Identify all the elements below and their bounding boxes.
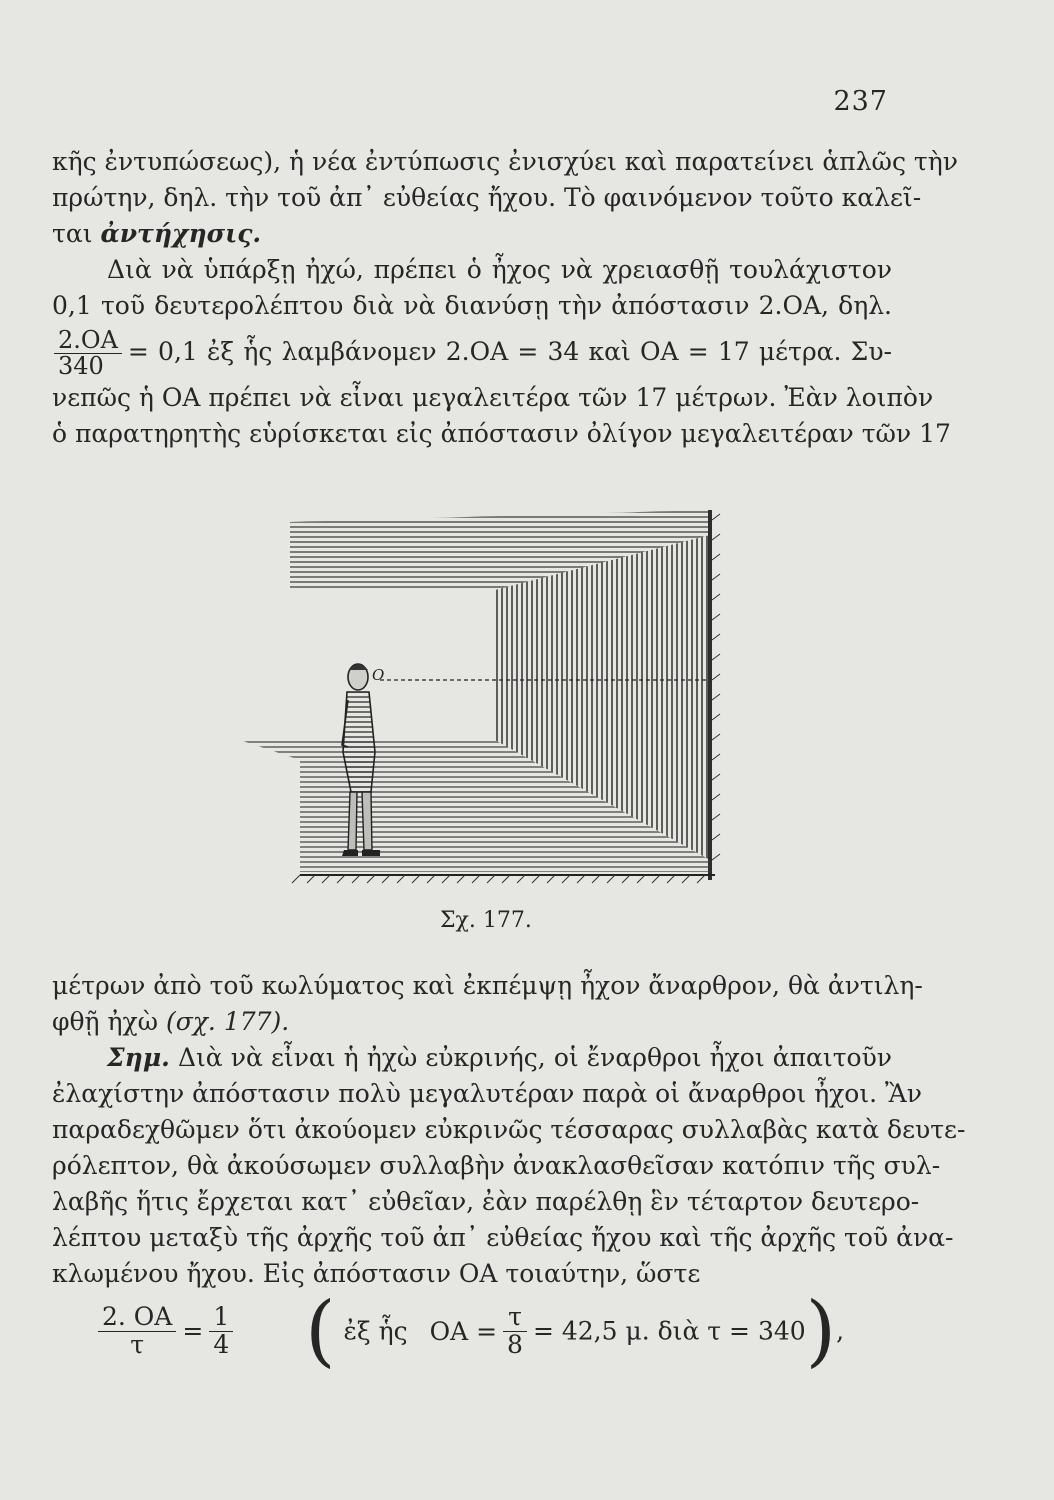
- note-paragraph: [52, 1040, 966, 1292]
- fraction-numerator: 2.ΟΑ: [54, 328, 122, 354]
- text-line: [52, 216, 892, 252]
- figure-reference: (σχ. 177).: [165, 1007, 290, 1036]
- label-o: O: [372, 666, 385, 684]
- text-fragment: ἐξ ἧς: [343, 1316, 408, 1346]
- comma: ,: [836, 1316, 845, 1346]
- figure-177-echo-diagram: [230, 500, 750, 900]
- fraction-tau-eighth: [503, 1304, 527, 1358]
- text-line: κῆς ἐντυπώσεως), ἡ νέα ἐντύπωσις ἐνισχύει καὶ παρατείνει ἁπλῶς τὴν: [52, 147, 958, 176]
- text-fragment: ται: [52, 219, 93, 248]
- text-line: λέπτου μεταξὺ τῆς ἀρχῆς τοῦ ἀπ᾽ εὐθείας ἤχου καὶ τῆς ἀρχῆς τοῦ ἀνα-: [52, 1223, 954, 1252]
- note-label: Σημ.: [107, 1043, 170, 1072]
- fraction-one-quarter: [209, 1304, 233, 1358]
- text-line: παραδεχθῶμεν ὅτι ἀκούομεν εὐκρινῶς τέσσαρας συλλαβὰς κατὰ δευτε-: [52, 1115, 966, 1144]
- fraction-denominator: 340: [58, 352, 104, 380]
- display-formula: [92, 1286, 912, 1382]
- fraction-numerator: τ: [503, 1304, 527, 1331]
- text-fragment: Διὰ νὰ εἶναι ἡ ἠχὼ εὐκρινής, οἱ ἔναρθροι ἦχοι ἀπαιτοῦν: [177, 1043, 892, 1072]
- text-line: [52, 1004, 892, 1040]
- equals-sign: =: [182, 1316, 204, 1346]
- term-antechesis: ἀντήχησις.: [100, 219, 262, 248]
- fraction-denominator: 4: [213, 1329, 230, 1359]
- fraction-2oa-340: [54, 325, 122, 380]
- text-line: ἐλαχίστην ἀπόστασιν πολὺ μεγαλυτέραν παρὰ οἱ ἄναρθροι ἦχοι. Ἂν: [52, 1079, 922, 1108]
- text-fragment: ΟΑ =: [429, 1316, 498, 1346]
- wall-hatch-right: [712, 514, 720, 860]
- page-number: 237: [833, 86, 888, 117]
- text-line: λαβῆς ἥτις ἔρχεται κατ᾽ εὐθεῖαν, ἐὰν παρέλθῃ ἓν τέταρτον δευτερο-: [52, 1187, 920, 1216]
- paragraph-2: [52, 252, 951, 452]
- fraction-numerator: 2. ΟΑ: [98, 1304, 176, 1331]
- text-line: κλωμένου ἤχου. Εἰς ἀπόστασιν ΟΑ τοιαύτην, ὥστε: [52, 1259, 701, 1288]
- fraction-denominator: τ: [130, 1329, 145, 1359]
- paragraph-3: [52, 968, 923, 1040]
- text-fragment: = 42,5 μ. διὰ τ = 340: [532, 1316, 806, 1346]
- ground-hatch: [292, 875, 705, 883]
- paragraph-1: [52, 144, 958, 252]
- text-line: Διὰ νὰ ὑπάρξῃ ἠχώ, πρέπει ὁ ἦχος νὰ χρειασθῇ τουλάχιστον: [107, 255, 892, 284]
- text-line: πρώτην, δηλ. τὴν τοῦ ἀπ᾽ εὐθείας ἤχου. Τὸ φαινόμενον τοῦτο καλεῖ-: [52, 183, 922, 212]
- echo-diagram-svg: [230, 500, 750, 900]
- formula-line-inline: [48, 324, 892, 380]
- close-paren: ): [805, 1286, 837, 1376]
- figure-caption: Σχ. 177.: [440, 908, 532, 933]
- text-line: μέτρων ἀπὸ τοῦ κωλύματος καὶ ἐκπέμψῃ ἦχον ἄναρθρον, θὰ ἀντιλη-: [52, 971, 923, 1000]
- fraction-2oa-tau: [98, 1304, 176, 1358]
- fraction-denominator: 8: [507, 1329, 523, 1359]
- text-fragment: = 0,1 ἐξ ἧς λαμβάνομεν 2.ΟΑ = 34 καὶ ΟΑ = 17 μέτρα. Συ-: [127, 337, 892, 366]
- wall-edge: [708, 510, 712, 880]
- text-fragment: φθῇ ἠχὼ: [52, 1007, 158, 1036]
- text-line: νεπῶς ἡ ΟΑ πρέπει νὰ εἶναι μεγαλειτέρα τῶν 17 μέτρων. Ἐὰν λοιπὸν: [52, 383, 934, 412]
- text-line: ὁ παρατηρητὴς εὑρίσκεται εἰς ἀπόστασιν ὀλίγον μεγαλειτέραν τῶν 17: [52, 419, 951, 448]
- text-line: [52, 1040, 892, 1076]
- fraction-numerator: 1: [209, 1304, 233, 1331]
- text-line: ρόλεπτον, θὰ ἀκούσωμεν συλλαβὴν ἀνακλασθεῖσαν κατόπιν τῆς συλ-: [52, 1151, 941, 1180]
- open-paren: (: [305, 1286, 336, 1376]
- text-line: 0,1 τοῦ δευτερολέπτου διὰ νὰ διανύσῃ τὴν ἀπόστασιν 2.ΟΑ, δηλ.: [52, 291, 892, 320]
